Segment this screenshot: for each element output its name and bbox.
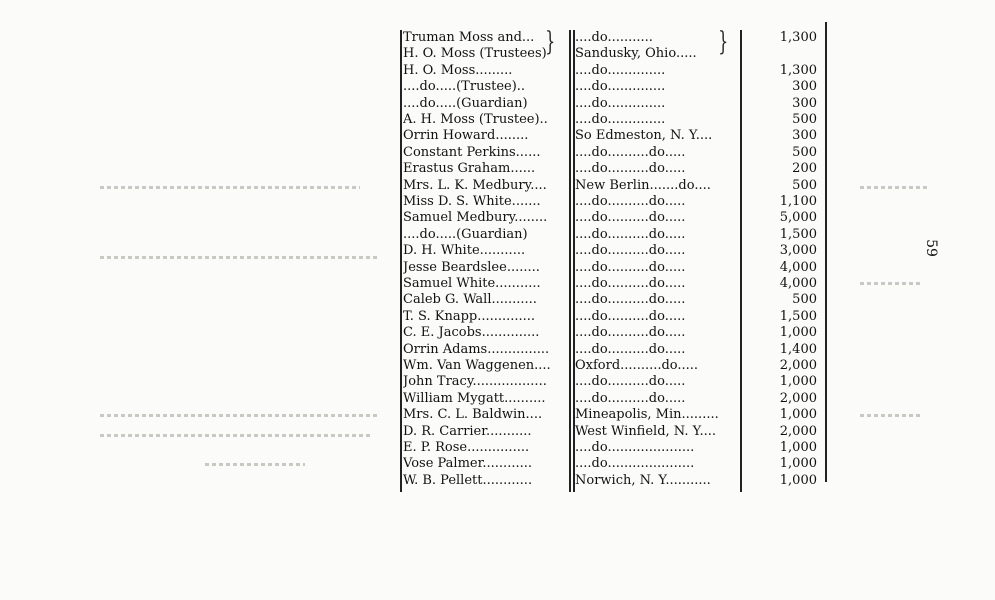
- bleed-through-mark: [860, 282, 920, 285]
- bleed-through-mark: [100, 186, 360, 189]
- ledger-row: [397, 30, 837, 46]
- share-amount: 1,000: [779, 407, 817, 423]
- ledger-row: [397, 178, 837, 194]
- holder-name: William Mygatt..........: [403, 390, 546, 406]
- ledger-row: [397, 128, 837, 144]
- share-amount: 2,000: [779, 423, 817, 439]
- holder-name: Orrin Adams...............: [403, 341, 550, 357]
- ledger-row: [397, 194, 837, 210]
- holder-name: Vose Palmer............: [403, 456, 532, 472]
- holder-name: H. O. Moss.........: [403, 62, 513, 78]
- holder-place: ....do..........do.....: [575, 226, 686, 242]
- ledger-row: [397, 112, 837, 128]
- holder-place: ....do..........do.....: [575, 325, 686, 341]
- share-amount: 1,000: [779, 325, 817, 341]
- share-amount: 1,400: [779, 341, 817, 357]
- ledger-row: [397, 391, 837, 407]
- holder-name: D. H. White...........: [403, 243, 526, 259]
- holder-name: Constant Perkins......: [403, 144, 541, 160]
- holder-place: West Winfield, N. Y....: [575, 423, 717, 439]
- bleed-through-mark: [860, 414, 920, 417]
- holder-name: Samuel White...........: [403, 276, 541, 291]
- holder-place: ....do..........do.....: [575, 259, 686, 275]
- holder-name: ....do.....(Trustee)..: [403, 79, 526, 95]
- share-amount: 4,000: [779, 276, 817, 291]
- holder-place: ....do..........do.....: [575, 390, 686, 406]
- ledger-row: [397, 473, 837, 489]
- ledger-row: [397, 96, 837, 112]
- ledger-row: [397, 210, 837, 226]
- holder-name: Miss D. S. White.......: [403, 194, 541, 209]
- holder-place: ....do..........do.....: [575, 276, 686, 291]
- holder-place: ....do.....................: [575, 456, 695, 472]
- holder-name: Mrs. C. L. Baldwin....: [403, 407, 543, 423]
- holder-place: ....do...........: [575, 30, 653, 45]
- holder-place: ....do..........do.....: [575, 374, 686, 390]
- share-amount: 1,300: [779, 62, 817, 78]
- holder-place: Sandusky, Ohio.....: [575, 46, 697, 62]
- holder-name: A. H. Moss (Trustee)..: [403, 112, 548, 127]
- ledger-row: [397, 407, 837, 423]
- ledger-row: [397, 424, 837, 440]
- share-amount: 1,100: [779, 194, 817, 209]
- ledger-row: [397, 292, 837, 308]
- holder-name: ....do.....(Guardian): [403, 226, 528, 242]
- ledger-row: [397, 456, 837, 472]
- ledger-row: [397, 161, 837, 177]
- share-amount: 3,000: [779, 243, 817, 259]
- share-amount: 300: [792, 95, 817, 111]
- holder-name: Mrs. L. K. Medbury....: [403, 177, 547, 193]
- share-amount: 1,500: [779, 226, 817, 242]
- holder-place: ....do..............: [575, 112, 666, 127]
- holder-name: C. E. Jacobs..............: [403, 325, 540, 341]
- share-amount: 1,300: [779, 30, 817, 45]
- share-amount: 500: [792, 292, 817, 308]
- holder-name: W. B. Pellett............: [403, 472, 533, 488]
- holder-name: John Tracy..................: [403, 374, 547, 390]
- share-amount: 1,000: [779, 456, 817, 472]
- share-amount: 4,000: [779, 259, 817, 275]
- ledger-row: [397, 63, 837, 79]
- holder-name: E. P. Rose...............: [403, 440, 530, 455]
- bleed-through-mark: [100, 256, 380, 259]
- holder-name: Caleb G. Wall...........: [403, 292, 537, 308]
- ledger-row: [397, 243, 837, 259]
- share-amount: 2,000: [779, 358, 817, 373]
- holder-place: ....do.....................: [575, 440, 695, 455]
- ledger-row: [397, 79, 837, 95]
- ledger-row: [397, 325, 837, 341]
- holder-place: ....do..........do.....: [575, 161, 686, 177]
- holder-place: Mineapolis, Min.........: [575, 407, 719, 423]
- holder-place: Oxford..........do.....: [575, 358, 699, 373]
- holder-name: T. S. Knapp..............: [403, 308, 536, 324]
- holder-name: H. O. Moss (Trustees): [403, 46, 547, 62]
- ledger-row: [397, 309, 837, 325]
- ledger-row: [397, 260, 837, 276]
- holder-name: Truman Moss and...: [403, 30, 535, 45]
- holder-place: So Edmeston, N. Y....: [575, 128, 713, 144]
- share-amount: 1,000: [779, 374, 817, 390]
- holder-place: ....do..............: [575, 62, 666, 78]
- holder-place: Norwich, N. Y...........: [575, 472, 711, 488]
- bleed-through-mark: [100, 434, 370, 437]
- holder-place: New Berlin.......do....: [575, 177, 711, 193]
- ledger-row: [397, 374, 837, 390]
- bleed-through-mark: [205, 463, 305, 466]
- share-amount: 2,000: [779, 390, 817, 406]
- share-amount: 5,000: [779, 210, 817, 226]
- ledger-row: [397, 145, 837, 161]
- holder-place: ....do..............: [575, 79, 666, 95]
- ledger-row: [397, 440, 837, 456]
- holder-place: ....do..........do.....: [575, 210, 686, 226]
- bleed-through-mark: [100, 414, 380, 417]
- share-amount: 300: [792, 79, 817, 95]
- holder-name: ....do.....(Guardian): [403, 95, 528, 111]
- holder-place: ....do..........do.....: [575, 308, 686, 324]
- holder-place: ....do..........do.....: [575, 341, 686, 357]
- brace-mark: }: [718, 27, 729, 57]
- page-number: 59: [922, 239, 939, 257]
- holder-place: ....do..........do.....: [575, 292, 686, 308]
- holder-name: Samuel Medbury........: [403, 210, 548, 226]
- holder-place: ....do..............: [575, 95, 666, 111]
- share-amount: 300: [792, 128, 817, 144]
- ledger-row: [397, 342, 837, 358]
- ledger-row: [397, 358, 837, 374]
- share-amount: 200: [792, 161, 817, 177]
- share-amount: 1,000: [779, 472, 817, 488]
- share-amount: 1,500: [779, 308, 817, 324]
- share-amount: 1,000: [779, 440, 817, 455]
- share-amount: 500: [792, 144, 817, 160]
- holder-name: D. R. Carrier...........: [403, 423, 532, 439]
- share-amount: 500: [792, 112, 817, 127]
- holder-name: Orrin Howard........: [403, 128, 529, 144]
- holder-name: Jesse Beardslee........: [403, 259, 540, 275]
- holder-name: Erastus Graham......: [403, 161, 536, 177]
- holder-place: ....do..........do.....: [575, 194, 686, 209]
- share-amount: 500: [792, 177, 817, 193]
- ledger-row: [397, 46, 837, 62]
- holder-place: ....do..........do.....: [575, 144, 686, 160]
- holder-place: ....do..........do.....: [575, 243, 686, 259]
- holder-name: Wm. Van Waggenen....: [403, 358, 551, 373]
- ledger-row: [397, 227, 837, 243]
- bleed-through-mark: [860, 186, 930, 189]
- brace-mark: }: [545, 27, 556, 57]
- ledger-row: [397, 276, 837, 292]
